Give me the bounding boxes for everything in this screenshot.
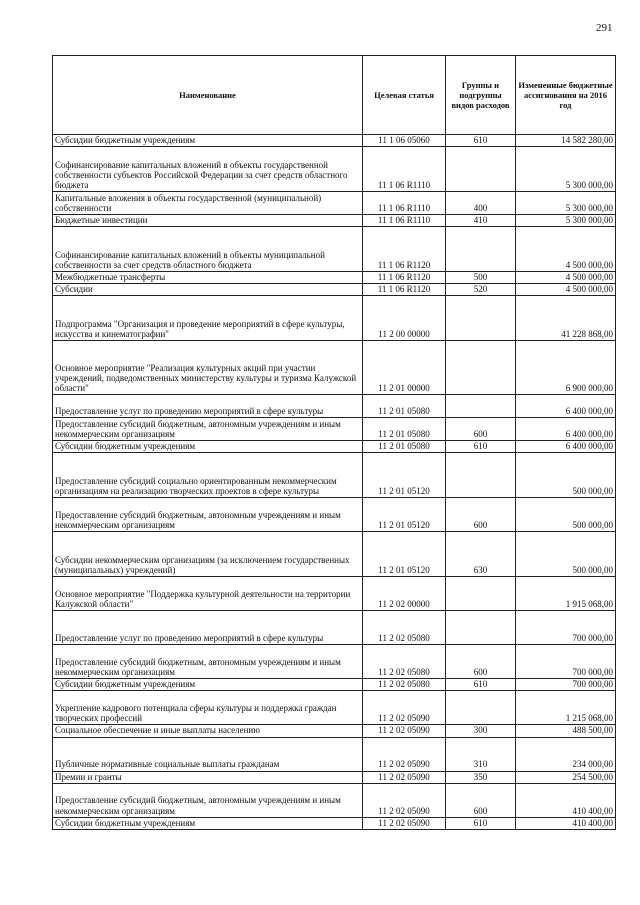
header-name: Наименование bbox=[53, 56, 363, 135]
row-group: 600 bbox=[446, 645, 516, 679]
row-group: 610 bbox=[446, 135, 516, 147]
table-row bbox=[53, 645, 616, 679]
row-group: 310 bbox=[446, 737, 516, 771]
row-name: Межбюджетные трансферты bbox=[53, 272, 363, 284]
row-amount: 6 400 000,00 bbox=[516, 395, 616, 418]
header-groups: Группы и подгруппы видов расходов bbox=[446, 56, 516, 135]
row-group: 600 bbox=[446, 498, 516, 532]
row-group bbox=[446, 395, 516, 418]
table-row bbox=[53, 227, 616, 272]
row-name: Субсидии бюджетным учреждениям bbox=[53, 817, 363, 829]
row-group: 350 bbox=[446, 771, 516, 783]
row-name: Капитальные вложения в объекты государственной (муниципальной) собственности bbox=[53, 192, 363, 215]
row-group: 600 bbox=[446, 783, 516, 817]
row-code: 11 1 06 R1110 bbox=[363, 192, 446, 215]
table-row bbox=[53, 783, 616, 817]
row-amount: 254 500,00 bbox=[516, 771, 616, 783]
row-amount: 500 000,00 bbox=[516, 532, 616, 577]
row-name: Предоставление субсидий бюджетным, автономным учреждениям и иным некоммерческим организациям bbox=[53, 498, 363, 532]
row-amount: 5 300 000,00 bbox=[516, 215, 616, 227]
row-amount: 41 228 868,00 bbox=[516, 296, 616, 341]
row-code: 11 2 01 05120 bbox=[363, 453, 446, 498]
row-amount: 700 000,00 bbox=[516, 679, 616, 691]
table-row bbox=[53, 771, 616, 783]
row-amount: 4 500 000,00 bbox=[516, 227, 616, 272]
row-amount: 700 000,00 bbox=[516, 645, 616, 679]
row-amount: 700 000,00 bbox=[516, 611, 616, 645]
row-name: Субсидии бюджетным учреждениям bbox=[53, 135, 363, 147]
row-name: Социальное обеспечение и иные выплаты населению bbox=[53, 725, 363, 737]
row-code: 11 1 06 R1120 bbox=[363, 272, 446, 284]
table-row bbox=[53, 691, 616, 725]
row-code: 11 2 02 05090 bbox=[363, 771, 446, 783]
row-group: 410 bbox=[446, 215, 516, 227]
row-code: 11 1 06 R1120 bbox=[363, 284, 446, 296]
row-name: Премии и гранты bbox=[53, 771, 363, 783]
row-group: 610 bbox=[446, 441, 516, 453]
row-group bbox=[446, 691, 516, 725]
row-group: 300 bbox=[446, 725, 516, 737]
table-row bbox=[53, 453, 616, 498]
row-amount: 1 915 068,00 bbox=[516, 577, 616, 611]
row-code: 11 2 02 05090 bbox=[363, 817, 446, 829]
row-name: Софинансирование капитальных вложений в объекты государственной собственности субъектов Российской Федерации за счет средств областного бюджета bbox=[53, 147, 363, 192]
row-group: 610 bbox=[446, 817, 516, 829]
table-row bbox=[53, 135, 616, 147]
row-code: 11 2 01 00000 bbox=[363, 341, 446, 395]
row-amount: 6 400 000,00 bbox=[516, 418, 616, 441]
row-group bbox=[446, 296, 516, 341]
row-amount: 500 000,00 bbox=[516, 498, 616, 532]
table-row bbox=[53, 498, 616, 532]
row-name: Субсидии некоммерческим организациям (за исключением государственных (муниципальных) учреждений) bbox=[53, 532, 363, 577]
row-name: Основное мероприятие "Поддержка культурной деятельности на территории Калужской области" bbox=[53, 577, 363, 611]
row-code: 11 2 02 00000 bbox=[363, 577, 446, 611]
table-row bbox=[53, 679, 616, 691]
row-code: 11 2 02 05090 bbox=[363, 691, 446, 725]
table-row bbox=[53, 577, 616, 611]
table-row bbox=[53, 296, 616, 341]
budget-table bbox=[52, 55, 616, 830]
row-group: 630 bbox=[446, 532, 516, 577]
row-group bbox=[446, 341, 516, 395]
row-amount: 4 500 000,00 bbox=[516, 272, 616, 284]
table-row bbox=[53, 725, 616, 737]
row-name: Субсидии bbox=[53, 284, 363, 296]
row-name: Предоставление субсидий социально ориентированным некоммерческим организациям на реализацию творческих проектов в сфере культуры bbox=[53, 453, 363, 498]
row-code: 11 1 06 05060 bbox=[363, 135, 446, 147]
row-group bbox=[446, 611, 516, 645]
row-name: Предоставление субсидий бюджетным, автономным учреждениям и иным некоммерческим организациям bbox=[53, 783, 363, 817]
row-code: 11 2 02 05090 bbox=[363, 783, 446, 817]
row-amount: 1 215 068,00 bbox=[516, 691, 616, 725]
table-row bbox=[53, 532, 616, 577]
row-group bbox=[446, 453, 516, 498]
row-amount: 500 000,00 bbox=[516, 453, 616, 498]
row-name: Субсидии бюджетным учреждениям bbox=[53, 441, 363, 453]
row-group: 610 bbox=[446, 679, 516, 691]
row-name: Предоставление субсидий бюджетным, автономным учреждениям и иным некоммерческим организациям bbox=[53, 418, 363, 441]
table-row bbox=[53, 395, 616, 418]
table-row bbox=[53, 147, 616, 192]
table-row bbox=[53, 284, 616, 296]
row-amount: 5 300 000,00 bbox=[516, 147, 616, 192]
header-target: Целевая статья bbox=[363, 56, 446, 135]
row-amount: 488 500,00 bbox=[516, 725, 616, 737]
row-code: 11 2 00 00000 bbox=[363, 296, 446, 341]
table-row bbox=[53, 418, 616, 441]
table-row bbox=[53, 272, 616, 284]
row-code: 11 2 02 05090 bbox=[363, 725, 446, 737]
row-code: 11 2 02 05090 bbox=[363, 737, 446, 771]
row-group bbox=[446, 227, 516, 272]
table-row bbox=[53, 737, 616, 771]
table-row bbox=[53, 441, 616, 453]
table-row bbox=[53, 192, 616, 215]
header-amount: Измененные бюджетные ассигнования на 2016 год bbox=[516, 56, 616, 135]
row-code: 11 2 01 05120 bbox=[363, 532, 446, 577]
row-group: 400 bbox=[446, 192, 516, 215]
row-group: 520 bbox=[446, 284, 516, 296]
row-name: Предоставление услуг по проведению мероприятий в сфере культуры bbox=[53, 395, 363, 418]
row-amount: 410 400,00 bbox=[516, 817, 616, 829]
table-row bbox=[53, 215, 616, 227]
row-code: 11 1 06 R1110 bbox=[363, 215, 446, 227]
row-name: Предоставление субсидий бюджетным, автономным учреждениям и иным некоммерческим организациям bbox=[53, 645, 363, 679]
row-name: Публичные нормативные социальные выплаты гражданам bbox=[53, 737, 363, 771]
row-name: Субсидии бюджетным учреждениям bbox=[53, 679, 363, 691]
row-group bbox=[446, 577, 516, 611]
row-amount: 6 400 000,00 bbox=[516, 441, 616, 453]
row-group: 600 bbox=[446, 418, 516, 441]
row-amount: 4 500 000,00 bbox=[516, 284, 616, 296]
row-code: 11 2 01 05080 bbox=[363, 418, 446, 441]
row-code: 11 2 02 05080 bbox=[363, 645, 446, 679]
row-code: 11 2 01 05080 bbox=[363, 441, 446, 453]
row-name: Софинансирование капитальных вложений в объекты муниципальной собственности за счет средств областного бюджета bbox=[53, 227, 363, 272]
row-amount: 234 000,00 bbox=[516, 737, 616, 771]
row-name: Бюджетные инвестиции bbox=[53, 215, 363, 227]
row-name: Подпрограмма "Организация и проведение мероприятий в сфере культуры, искусства и кинематографии" bbox=[53, 296, 363, 341]
row-code: 11 2 01 05120 bbox=[363, 498, 446, 532]
table-row bbox=[53, 817, 616, 829]
row-code: 11 2 01 05080 bbox=[363, 395, 446, 418]
row-amount: 6 900 000,00 bbox=[516, 341, 616, 395]
row-group: 500 bbox=[446, 272, 516, 284]
row-code: 11 1 06 R1110 bbox=[363, 147, 446, 192]
row-group bbox=[446, 147, 516, 192]
row-name: Основное мероприятие "Реализация культурных акций при участии учреждений, подведомственных министерству культуры и туризма Калужской области" bbox=[53, 341, 363, 395]
row-code: 11 2 02 05080 bbox=[363, 679, 446, 691]
table-header-row bbox=[53, 56, 616, 135]
row-name: Укрепление кадрового потенциала сферы культуры и поддержка граждан творческих профессий bbox=[53, 691, 363, 725]
page-number: 291 bbox=[596, 22, 613, 34]
row-amount: 410 400,00 bbox=[516, 783, 616, 817]
row-name: Предоставление услуг по проведению мероприятий в сфере культуры bbox=[53, 611, 363, 645]
row-code: 11 1 06 R1120 bbox=[363, 227, 446, 272]
row-amount: 14 582 280,00 bbox=[516, 135, 616, 147]
row-code: 11 2 02 05080 bbox=[363, 611, 446, 645]
table-row bbox=[53, 611, 616, 645]
row-amount: 5 300 000,00 bbox=[516, 192, 616, 215]
table-row bbox=[53, 341, 616, 395]
